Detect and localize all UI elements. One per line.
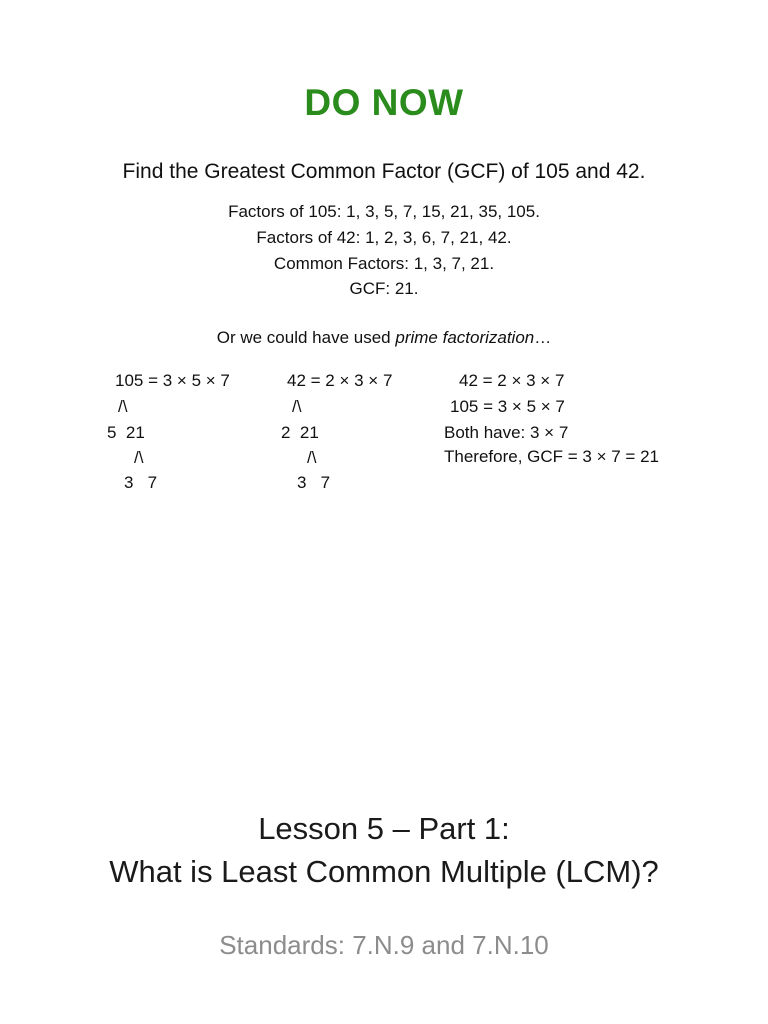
- tree-42-level-1: 2 21: [281, 423, 319, 442]
- tree-42-level-2: 3 7: [297, 473, 331, 492]
- tree-105-equation: 105 = 3 × 5 × 7: [115, 371, 230, 390]
- summary-line-4: Therefore, GCF = 3 × 7 = 21: [444, 447, 659, 466]
- lesson-heading: Lesson 5 – Part 1:: [258, 811, 510, 846]
- summary-line-1: 42 = 2 × 3 × 7: [459, 371, 565, 390]
- intro-suffix: …: [534, 328, 552, 347]
- tree-42-equation: 42 = 2 × 3 × 7: [287, 371, 393, 390]
- tree-42-branch-1: /\: [292, 397, 302, 416]
- intro-prefix: Or we could have used: [216, 328, 396, 347]
- common-factors: Common Factors: 1, 3, 7, 21.: [273, 254, 495, 273]
- tree-105-branch-2: /\: [134, 448, 144, 467]
- tree-105-level-2: 3 7: [124, 473, 158, 492]
- page-title: DO NOW: [304, 82, 464, 123]
- factors-of-42: Factors of 42: 1, 2, 3, 6, 7, 21, 42.: [256, 228, 512, 247]
- tree-105-branch-1: /\: [118, 397, 128, 416]
- gcf-result: GCF: 21.: [349, 279, 419, 298]
- factors-of-105: Factors of 105: 1, 3, 5, 7, 15, 21, 35, 105.: [228, 202, 540, 221]
- question-text: Find the Greatest Common Factor (GCF) of 105 and 42.: [122, 160, 646, 183]
- summary-line-2: 105 = 3 × 5 × 7: [450, 397, 565, 416]
- intro-emphasis: prime factorization: [395, 328, 535, 347]
- prime-factorization-intro: [0, 328, 768, 348]
- lesson-subheading: What is Least Common Multiple (LCM)?: [109, 854, 659, 889]
- summary-line-3: Both have: 3 × 7: [444, 423, 569, 442]
- tree-105-level-1: 5 21: [107, 423, 145, 442]
- standards-text: Standards: 7.N.9 and 7.N.10: [219, 930, 549, 960]
- tree-42-branch-2: /\: [307, 448, 317, 467]
